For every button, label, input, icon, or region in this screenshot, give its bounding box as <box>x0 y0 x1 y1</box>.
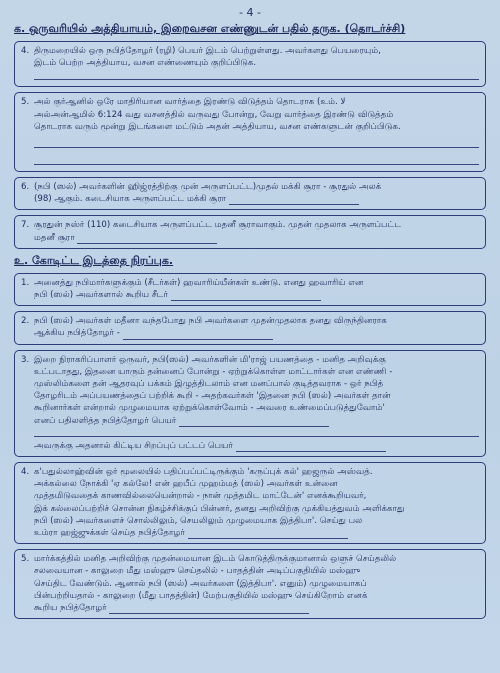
fill-2-line: நபி (ஸல்) அவர்கள் மதீனா வந்தபோது நபி அவர்களை முதன்முதலாக தனது விருந்தினராக <box>34 316 387 327</box>
fill-5-number: 5. <box>21 554 30 565</box>
fill-5-line: சலவையான - காலுறை மீது மஸ்ஹு செய்தலில் - பாதத்தின் அடிப்பகுதியில் மஸ்ஹு <box>34 566 361 577</box>
fill-3-line: தோழரிடம் அப்பயணத்தைப் பற்றிக் கூறி - அதற்கவர்கள் 'இதனை நபி (ஸல்) அவர்கள் தான் <box>34 391 391 402</box>
question-4-line: திருமறையில் ஒரு நபித்தோழர் (ரழி) பெயர் இடம் பெற்றுள்ளது. அவர்களது பெயரையும், <box>34 46 381 56</box>
answer-line[interactable] <box>34 71 479 80</box>
fill-4-line: அக்கல்லை நோக்கி 'ஏ கல்லே! என் ஹபீப் முஹம்மத் (ஸல்) அவர்கள் உன்னை <box>34 479 338 490</box>
section-a-title: க. ஒருவரியில் அத்தியாயம், இறைவசன எண்ணுடன் பதில் தருக. (தொடர்ச்சி) <box>14 22 406 35</box>
fill-4-line: உம்ரா ஹஜ்ஜுக்கள் செய்த நபித்தோழர் <box>34 528 185 539</box>
fill-4-line: முத்தமிடுவதைக் காணவில்லையென்றால் - நான் முத்தமிட மாட்டேன்' எனக்கூறியவர், <box>34 491 367 502</box>
question-5-line: தொடராக வரும் மூன்று இடங்களை மட்டும் அதன் அத்தியாய, வசன எண்களுடன் குறிப்பிடுக. <box>34 121 401 132</box>
fill-4-line: க'பதுல்லாஹ்வின் ஒர் மூலையில் பதிப்பப்பட்டிருக்கும் 'கருப்புக் கல்' ஹஜருல் அஸ்வத். <box>34 467 373 478</box>
question-5-box <box>14 92 486 172</box>
fill-3-line: இறை நிராகரிப்பாளர் ஒருவர், நபி(ஸல்) அவர்களின் மி'ராஜ் பயணத்தை - மனித அறிவுக்கு <box>34 354 386 365</box>
answer-blank[interactable] <box>171 291 321 301</box>
question-4-number: 4. <box>21 46 30 56</box>
answer-line[interactable] <box>34 139 479 148</box>
question-6-line: (நபி (ஸல்) அவர்களின் ஹிஜ்ரத்திற்கு முன் அருளப்பட்ட)முதல் மக்கி சூரா - சூரதுல் அலக் <box>34 182 382 193</box>
page-number: - 4 - <box>239 6 261 19</box>
question-4-box <box>14 41 486 87</box>
fill-5-line: பின்பற்றியதால் - காலுறை (மீது பாதத்தின்) மேற்பகுதியில் மஸ்ஹு செய்கிறோம் எனக் <box>34 590 368 601</box>
fill-2-box <box>14 311 486 344</box>
answer-line[interactable] <box>34 156 479 165</box>
fill-4-line: இக் கல்லைப்பற்றிச் சொன்ன நிகழ்ச்சிக்குப் பின்னர், தனது அறிவிற்கு முக்கியத்துவம் அளிக்காது <box>34 503 405 514</box>
fill-3-line: எனப் பதிலளித்த நபித்தோழர் பெயர் <box>34 415 177 426</box>
fill-3-box <box>14 350 486 457</box>
fill-1-number: 1. <box>21 277 30 288</box>
question-7-box <box>14 215 486 248</box>
fill-3-line: கூறினார்கள் என்றால் முழுமையாக ஏற்றுக்கொள்வோம் - அவரை உண்மைப்படுத்துவோம்' <box>34 403 385 414</box>
answer-line[interactable] <box>34 428 479 437</box>
fill-4-number: 4. <box>21 467 30 478</box>
fill-4-line: நபி (ஸல்) அவர்களைச் சொல்லிலும், செயலிலும் முழுமையாக இத்திபா'. செய்து பல <box>34 515 363 526</box>
fill-3-line: உட்படாதது, இதனை யாரும் தன்னைப் போன்று - ஏற்றுக்கொள்ள மாட்டார்கள் என எண்ணி - <box>34 366 393 377</box>
question-6-number: 6. <box>21 182 30 193</box>
question-7-line: சூரதுன் நஸ்ர் (110) கடைசியாக அருளப்பட்ட மதனீ சூராவாகும். முதன் முதலாக அருளப்பட்ட <box>34 220 402 231</box>
fill-5-box <box>14 549 486 619</box>
answer-blank[interactable] <box>229 195 359 205</box>
answer-blank[interactable] <box>188 529 348 539</box>
fill-5-line: செய்திட வேண்டும். ஆனால் நபி (ஸல்) அவர்களை (இத்திபா'. எனும்) முழுமையாகப் <box>34 578 367 589</box>
answer-blank[interactable] <box>109 604 309 614</box>
question-7-line: மதனீ சூரா <box>34 232 75 243</box>
fill-2-number: 2. <box>21 316 30 327</box>
question-6-box <box>14 177 486 210</box>
answer-blank[interactable] <box>179 417 329 427</box>
answer-blank[interactable] <box>123 330 273 340</box>
fill-1-line: அனைத்து நபிமார்களுக்கும் (சீடர்கள்) ஹவாரிய்யீன்கள் உண்டு. எனது ஹவாரிய் என <box>34 277 364 288</box>
fill-3-extra: அவருக்கு அதனால் கிட்டிய சிறப்புப் பட்டப் பெயர் <box>34 440 233 451</box>
question-7-number: 7. <box>21 220 30 231</box>
question-6-line: (98) ஆகும். கடைசியாக அருளப்பட்ட மக்கி சூரா <box>34 194 227 205</box>
section-b-title: உ. கோடிட்ட இடத்தை நிரப்புக. <box>14 253 174 267</box>
answer-blank[interactable] <box>77 234 217 244</box>
question-5-number: 5. <box>21 97 30 108</box>
question-5-line: அல் குர்ஆனில் ஒரே மாதிரியான வார்த்தை இரண்டு விடுத்தம் தொடராக (உம். ﻻ <box>34 97 346 108</box>
fill-5-line: கூறிய நபித்தோழர் <box>34 603 107 614</box>
question-4-line: இடம் பெற்ற அத்தியாய, வசன எண்ணையும் குறிப்பிடுக. <box>34 58 257 69</box>
question-5-line: அல்அன்ஆமில் 6:124 வது வசனத்தில் வருவது போன்று, வேறு வார்த்தை இரண்டு விடுத்தம் <box>34 109 394 120</box>
fill-3-line: முஸ்லிம்களை தன் ஆதரவுப் பக்கம் இழுத்திடலாம் என மனப்பால் குடித்தவராக - ஒர் நபித் <box>34 379 384 390</box>
fill-1-line: நபி (ஸல்) அவர்களால் கூறிய சீடர் <box>34 290 168 301</box>
fill-2-line: ஆக்கிய நபித்தோழர் - <box>34 328 120 339</box>
answer-blank[interactable] <box>236 442 386 452</box>
fill-3-number: 3. <box>21 354 30 365</box>
fill-5-line: மார்க்கத்தில் மனித அறிவிற்கு முதன்மையான இடம் கொடுத்திருக்குமானால் ஒளுச் செய்தலில் <box>34 554 397 565</box>
fill-1-box <box>14 273 486 306</box>
fill-4-box <box>14 462 486 544</box>
